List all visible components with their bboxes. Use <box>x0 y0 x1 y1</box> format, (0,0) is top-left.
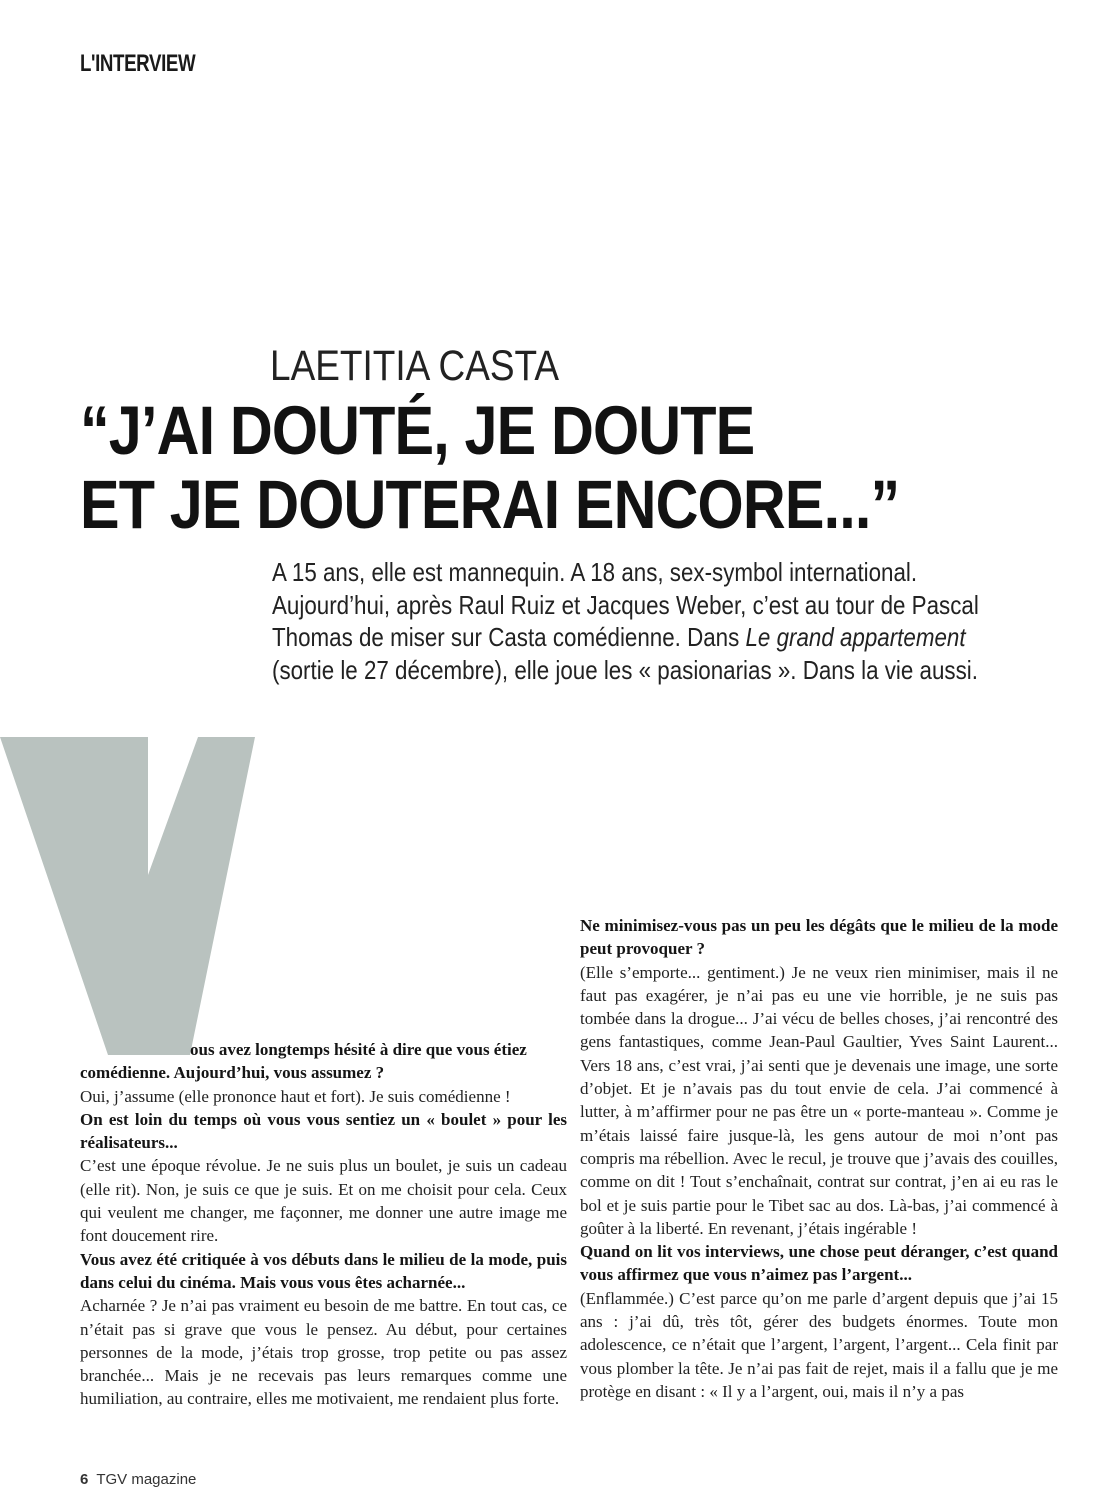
page-footer <box>80 1471 196 1488</box>
question: ous avez longtemps hésité à dire que vous étiez comédienne. Aujourd’hui, vous assumez ? <box>80 1040 527 1083</box>
question: Ne minimisez-vous pas un peu les dégâts que le milieu de la mode peut provoquer ? <box>580 916 1058 959</box>
intro-paragraph <box>272 556 1037 686</box>
answer: C’est une époque révolue. Je ne suis plus un boulet, je suis un cadeau (elle rit). Non, je suis ce que je suis. Et on me choisit pour cela. Ceux qui veulent me changer, me façonner, me donner une autre image me font doucement rire. <box>80 1156 567 1246</box>
intro-line: A 15 ans, elle est mannequin. A 18 ans, sex-symbol international. <box>272 557 918 587</box>
drop-cap-letter-v <box>0 725 260 1055</box>
headline-line-1: “J’AI DOUTÉ, JE DOUTE <box>80 392 755 469</box>
right-column <box>580 914 1058 1403</box>
page-number: 6 <box>80 1471 89 1488</box>
headline <box>80 394 899 542</box>
section-label: L'INTERVIEW <box>80 50 196 77</box>
intro-line: Aujourd’hui, après Raul Ruiz et Jacques Weber, c’est au tour de Pascal <box>272 589 979 620</box>
answer: (Enflammée.) C’est parce qu’on me parle d’argent depuis que j’ai 15 ans : j’ai dû, très tôt, gérer des budgets énormes. Toute mon adolescence, ce n’était que l’argent, l’argent, l’argent... Cela finit par vous plomber la tête. Je n’ai pas fait de rejet, mais il a fallu que je me protège en disant : « Il y a l’argent, oui, mais il n’y a pas <box>580 1288 1058 1401</box>
answer: Oui, j’assume (elle prononce haut et fort). Je suis comédienne ! <box>80 1086 511 1106</box>
answer: (Elle s’emporte... gentiment.) Je ne veux rien minimiser, mais il ne faut pas exagérer, je n’ai pas eu une vie horrible, je ne suis pas tombée dans la drogue... J’ai vécu de belles choses, j’ai rencontré des gens fantastiques, comme Jean-Paul Gaultier, Yves Saint Laurent... Vers 18 ans, c’est vrai, j’ai senti que je devenais une image, une sorte d’objet. Et je n’avais pas du tout envie de cela. J’ai commencé à lutter, à m’affirmer pour ne pas être un « porte-manteau ». Comme je m’étais laissé faire jusque-là, les gens autour de moi n’ont pas compris ma rébellion. Avec le recul, je trouve que j’avais des couilles, comme on dit ! Tout s’enchaînait, contrat sur contrat, j’en ai eu ras le bol et je suis partie pour le Tibet sac au dos. Là-bas, j’ai commencé à goûter à la liberté. En revenant, j’étais ingérable ! <box>580 962 1058 1238</box>
question: Vous avez été critiquée à vos débuts dans le milieu de la mode, puis dans celui du cinéma. Mais vous vous êtes acharnée... <box>80 1249 567 1292</box>
question: On est loin du temps où vous vous sentiez un « boulet » pour les réalisateurs... <box>80 1109 567 1153</box>
film-title: Le grand appartement <box>745 622 966 652</box>
intro-line: Thomas de miser sur Casta comédienne. Dans Le grand appartement <box>272 622 966 652</box>
left-column <box>80 1038 567 1411</box>
question: Quand on lit vos interviews, une chose peut déranger, c’est quand vous affirmez que vous n’aimez pas l’argent... <box>580 1242 1058 1285</box>
interviewee-name: LAETITIA CASTA <box>270 342 560 390</box>
answer: Acharnée ? Je n’ai pas vraiment eu besoin de me battre. En tout cas, ce n’était pas si grave que vous le pensez. Au début, pour certaines personnes de la mode, j’étais trop grosse, trop petite ou pas assez branchée... Mais je ne recevais pas leurs remarques comme une humiliation, au contraire, elles me motivaient, me rendaient plus forte. <box>80 1296 567 1409</box>
intro-line: (sortie le 27 décembre), elle joue les « pasionarias ». Dans la vie aussi. <box>272 654 978 685</box>
magazine-name: TGV magazine <box>96 1471 197 1488</box>
headline-line-2: ET JE DOUTERAI ENCORE...” <box>80 466 900 543</box>
